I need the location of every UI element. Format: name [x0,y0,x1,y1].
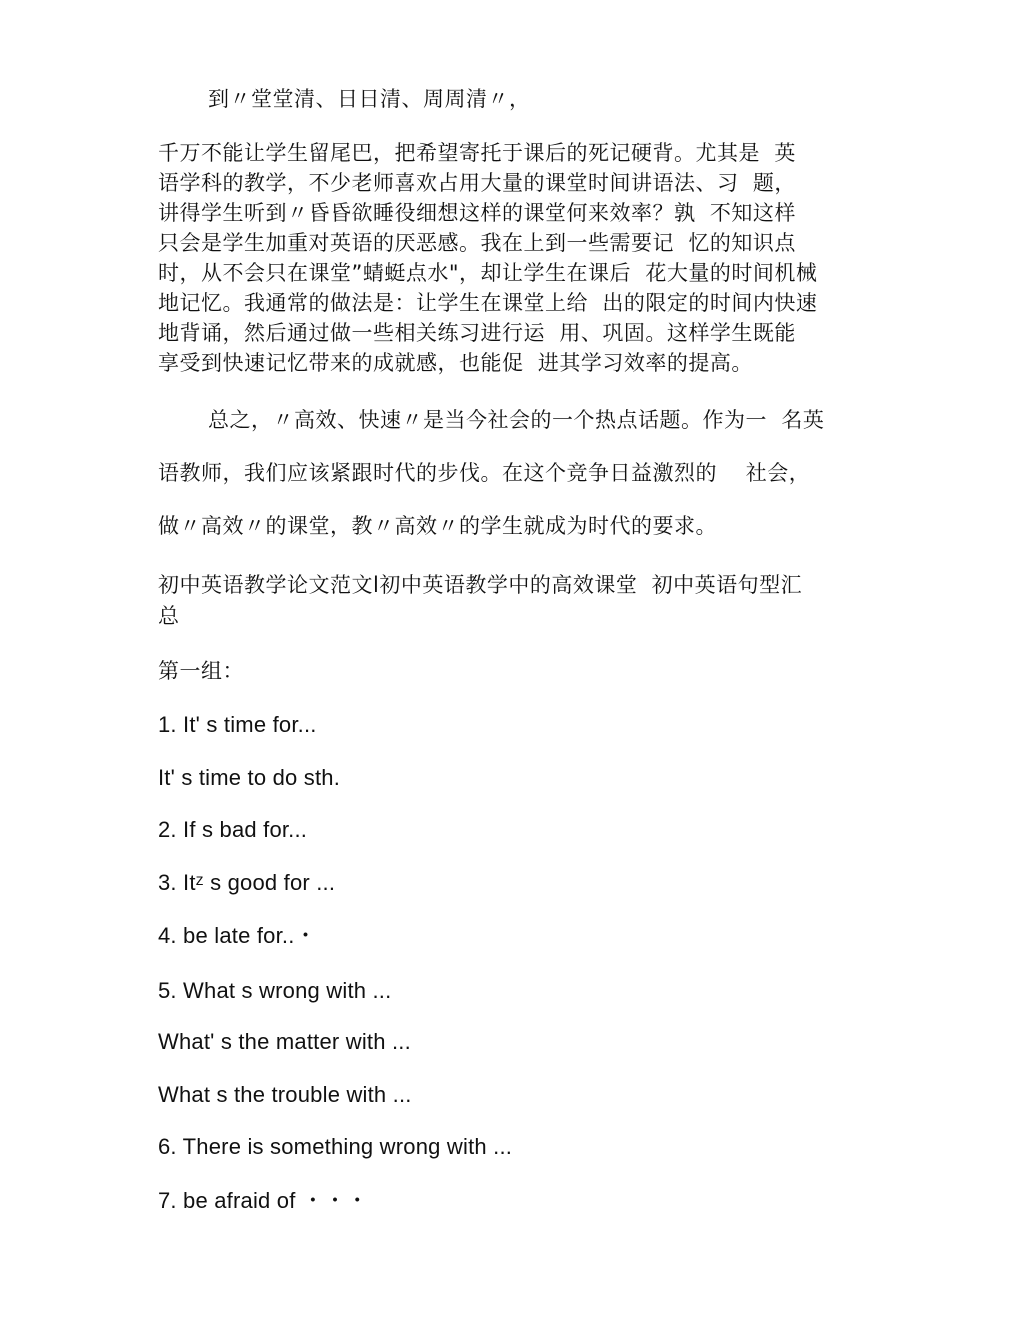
sentence-item: 4. be late for..・ [158,923,317,948]
paragraph-1-line: 语学科的教学，不少老师喜欢占用大量的课堂时间讲语法、习 题， [158,171,796,195]
section-heading-line: 初中英语教学论文范文l初中英语教学中的高效课堂 初中英语句型汇 [158,573,803,597]
sentence-item: 7. be afraid of ・・・ [158,1188,369,1213]
paragraph-1-line: 享受到快速记忆带来的成就感，也能促 进其学习效率的提高。 [158,351,753,375]
sentence-item: 5. What s wrong with ... [158,978,392,1003]
sentence-item: 3. Itᶻ s good for ... [158,870,336,895]
sentence-item: 1. It' s time for... [158,712,317,737]
paragraph-1-line: 讲得学生听到〃昏昏欲睡役细想这样的课堂何来效率？孰 不知这样 [158,201,796,225]
intro-line: 到〃堂堂清、日日清、周周清〃， [208,87,531,111]
paragraph-1-line: 地记忆。我通常的做法是：让学生在课堂上给 出的限定的时间内快速 [158,291,818,315]
sentence-item: It' s time to do sth. [158,765,341,790]
sentence-item: 6. There is something wrong with ... [158,1134,513,1159]
sentence-item: 2. If s bad for... [158,817,308,842]
paragraph-2-line: 总之，〃高效、快速〃是当今社会的一个热点话题。作为一 名英 [208,408,825,432]
paragraph-2-line: 语教师，我们应该紧跟时代的步伐。在这个竞争日益激烈的 社会， [158,461,811,485]
paragraph-1-line: 时，从不会只在课堂”蜻蜓点水"，却让学生在课后 花大量的时间机械 [158,261,818,285]
paragraph-1-line: 只会是学生加重对英语的厌恶感。我在上到一些需要记 忆的知识点 [158,231,796,255]
sentence-item: What' s the matter with ... [158,1029,411,1054]
group-title: 第一组： [158,659,244,683]
paragraph-2-line: 做〃高效〃的课堂，教〃高效〃的学生就成为时代的要求。 [158,514,717,538]
paragraph-1-line: 千万不能让学生留尾巴，把希望寄托于课后的死记硬背。尤其是 英 [158,141,796,165]
section-heading-line: 总 [158,604,180,628]
sentence-item: What s the trouble with ... [158,1082,412,1107]
paragraph-1-line: 地背诵，然后通过做一些相关练习进行运 用、巩固。这样学生既能 [158,321,796,345]
